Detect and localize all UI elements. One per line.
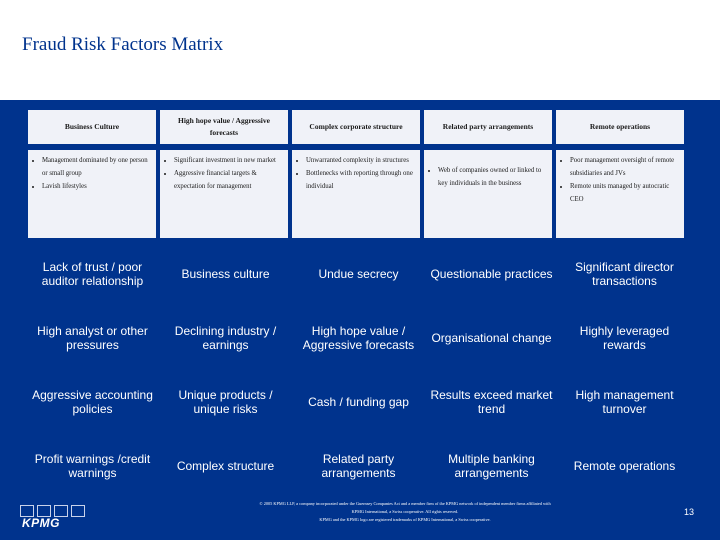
table-cell: Cash / funding gap	[308, 394, 409, 409]
footer-line: KPMG International, a Swiss cooperative. All rights reserved.	[351, 509, 459, 515]
table-cell: Business culture	[181, 266, 270, 281]
header-cell: Business Culture	[28, 110, 156, 144]
table-cell: Aggressive accounting policies	[32, 387, 153, 416]
table-cell: Significant director transactions	[575, 259, 674, 288]
slide-title: Fraud Risk Factors Matrix	[22, 34, 224, 55]
description-bullet: • Poor management oversight of remote subsidiaries and JVs	[570, 155, 680, 181]
description-row	[28, 150, 688, 238]
description-cell	[160, 150, 288, 238]
description-cell	[424, 150, 552, 238]
footer-line: KPMG and the KPMG logo are registered trademarks of KPMG International, a Swiss cooperative.	[319, 517, 491, 523]
footer-line: © 2005 KPMG LLP, a company incorporated under the Guernsey Companies Act and a member firm of the KPMG network of independent member firms affiliated with	[259, 501, 551, 506]
table-cell: Profit warnings /credit warnings	[34, 451, 151, 480]
page-number: 13	[684, 507, 695, 517]
table-cell: Highly leveraged rewards	[579, 323, 670, 352]
description-bullet: • Bottlenecks with reporting through one individual	[306, 168, 416, 194]
description-bullet: • Unwarranted complexity in structures	[306, 155, 416, 168]
logo-text: KPMG	[22, 516, 60, 530]
description-cell	[556, 150, 684, 238]
header-row	[28, 110, 688, 144]
table-row	[26, 370, 694, 434]
header-cell: High hope value / Aggressive forecasts	[160, 110, 288, 144]
header-cell: Related party arrangements	[424, 110, 552, 144]
table-cell: Declining industry / earnings	[174, 323, 277, 352]
table-row	[26, 306, 694, 370]
description-bullet: • Significant investment in new market	[174, 155, 284, 168]
description-cell	[292, 150, 420, 238]
table-cell: Questionable practices	[430, 266, 553, 281]
table-cell: Undue secrecy	[318, 266, 399, 281]
table-row	[26, 242, 694, 306]
header-cell: Remote operations	[556, 110, 684, 144]
description-bullet: • Web of companies owned or linked to key individuals in the business	[438, 165, 548, 191]
kpmg-logo	[20, 505, 110, 529]
table-cell: Complex structure	[176, 458, 275, 473]
description-bullet: • Management dominated by one person or small group	[42, 155, 152, 181]
copyright-footer	[215, 500, 595, 524]
table-cell: Unique products / unique risks	[178, 387, 273, 416]
header-cell: Complex corporate structure	[292, 110, 420, 144]
table-cell: Multiple banking arrangements	[448, 451, 535, 480]
table-cell: Results exceed market trend	[430, 387, 553, 416]
table-cell: Lack of trust / poor auditor relationship	[41, 259, 144, 288]
title-bar	[0, 0, 720, 100]
description-bullet: • Remote units managed by autocratic CEO	[570, 181, 680, 207]
description-bullet: • Aggressive financial targets & expectation for management	[174, 168, 284, 194]
table-cell: High hope value / Aggressive forecasts	[302, 323, 415, 352]
table-cell: High analyst or other pressures	[37, 323, 148, 352]
table-cell: Remote operations	[573, 458, 676, 473]
description-cell	[28, 150, 156, 238]
table-cell: Related party arrangements	[321, 451, 396, 480]
table-row	[26, 434, 694, 498]
table-cell: Organisational change	[431, 330, 552, 345]
table-cell: High management turnover	[575, 387, 674, 416]
factor-grid	[28, 110, 688, 246]
description-bullet: • Lavish lifestyles	[42, 181, 152, 194]
risk-factor-table	[26, 242, 694, 498]
